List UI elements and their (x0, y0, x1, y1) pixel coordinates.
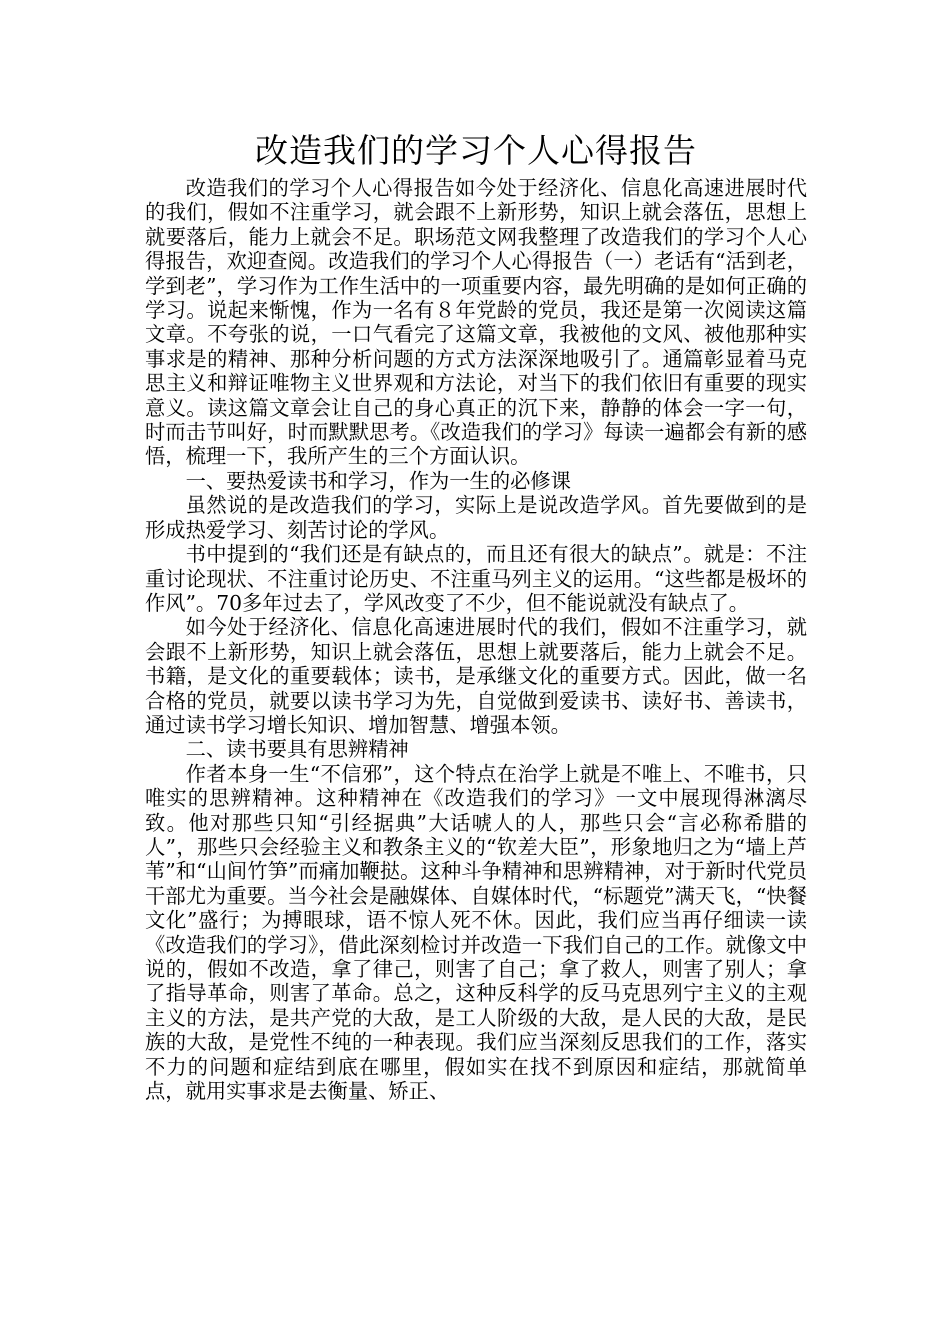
document-title: 改造我们的学习个人心得报告 (255, 131, 697, 170)
section-heading-1: 一、要热爱读书和学习，作为一生的必修课 (185, 468, 571, 493)
body-paragraph: 如今处于经济化、信息化高速进展时代的我们，假如不注重学习，就会跟不上新形势，知识上就会落伍，思想上就要落后，能力上就会不足。书籍，是文化的重要载体；读书，是承继文化的重要方式。因此，做一名合格的党员，就要以读书学习为先，自觉做到爱读书、读好书、善读书，通过读书学习增长知识、增加智慧、增强本领。 (145, 615, 807, 737)
document-page (145, 128, 807, 1103)
intro-paragraph: 改造我们的学习个人心得报告如今处于经济化、信息化高速进展时代的我们，假如不注重学习，就会跟不上新形势，知识上就会落伍，思想上就要落后，能力上就会不足。职场范文网我整理了改造我们的学习个人心得报告，欢迎查阅。改造我们的学习个人心得报告（一）老话有“活到老，学到老”，学习作为工作生活中的一项重要内容，最先明确的是如何正确的学习。说起来惭愧，作为一名有８年党龄的党员，我还是第一次阅读这篇文章。不夸张的说，一口气看完了这篇文章，我被他的文风、被他那种实事求是的精神、那种分析问题的方式方法深深地吸引了。通篇彰显着马克思主义和辩证唯物主义世界观和方法论，对当下的我们依旧有重要的现实意义。读这篇文章会让自己的身心真正的沉下来，静静的体会一字一句，时而击节叫好，时而默默思考。《改造我们的学习》每读一遍都会有新的感悟，梳理一下，我所产生的三个方面认识。 (145, 176, 807, 469)
section-heading-2: 二、读书要具有思辨精神 (185, 737, 409, 762)
body-paragraph: 虽然说的是改造我们的学习，实际上是说改造学风。首先要做到的是形成热爱学习、刻苦讨论的学风。 (145, 493, 807, 542)
body-paragraph: 作者本身一生“不信邪”，这个特点在治学上就是不唯上、不唯书，只唯实的思辨精神。这种精神在《改造我们的学习》一文中展现得淋漓尽致。他对那些只知“引经据典”大话唬人的人，那些只会“言必称希腊的人”，那些只会经验主义和教条主义的“钦差大臣”，形象地归之为“墙上芦苇”和“山间竹笋”而痛加鞭挞。这种斗争精神和思辨精神，对于新时代党员干部尤为重要。当今社会是融媒体、自媒体时代，“标题党”满天飞，“快餐文化”盛行；为搏眼球，语不惊人死不休。因此，我们应当再仔细读一读《改造我们的学习》，借此深刻检讨并改造一下我们自己的工作。就像文中说的，假如不改造，拿了律己，则害了自己；拿了救人，则害了别人；拿了指导革命，则害了革命。总之，这种反科学的反马克思列宁主义的主观主义的方法，是共产党的大敌，是工人阶级的大敌，是人民的大敌，是民族的大敌，是党性不纯的一种表现。我们应当深刻反思我们的工作，落实不力的问题和症结到底在哪里，假如实在找不到原因和症结，那就简单点，就用实事求是去衡量、矫正、 (145, 761, 807, 1104)
body-paragraph: 书中提到的“我们还是有缺点的，而且还有很大的缺点”。就是：不注重讨论现状、不注重讨论历史、不注重马列主义的运用。“这些都是极坏的作风”。70多年过去了，学风改变了不少，但不能说就没有缺点了。 (145, 542, 807, 615)
